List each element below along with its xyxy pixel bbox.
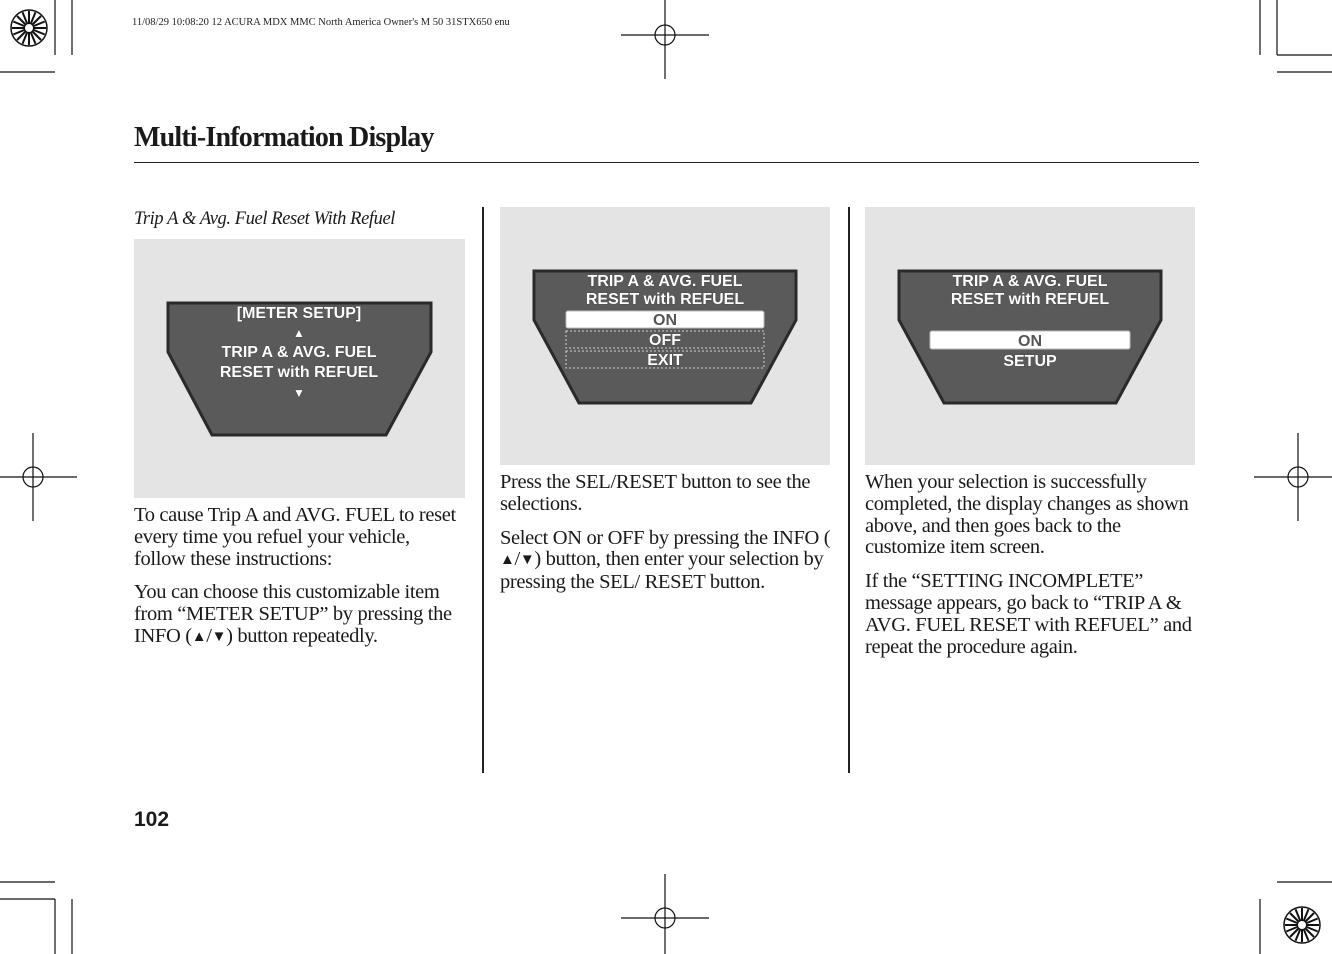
print-job-info: 11/08/29 10:08:20 12 ACURA MDX MMC North America Owner's M 50 31STX650 enu (132, 17, 510, 28)
lcd-option-off: OFF (649, 332, 681, 349)
lcd-screen-3 (865, 207, 1195, 465)
lcd-option-exit: EXIT (647, 352, 683, 369)
lcd-line-reset: RESET with REFUEL (950, 291, 1110, 308)
paragraph: To cause Trip A and AVG. FUEL to reset every time you refuel your vehicle, follow these instructions: (134, 504, 456, 570)
up-triangle-icon: ▲ (500, 552, 515, 569)
paragraph: If the “SETTING INCOMPLETE” message appears, go back to “TRIP A & AVG. FUEL RESET with REFUEL” and repeat the procedure again. (865, 570, 1192, 658)
lcd-line-reset: RESET with REFUEL (219, 364, 379, 381)
lcd-line-reset: RESET with REFUEL (585, 291, 745, 308)
paragraph-text: Select ON or OFF by pressing the INFO ( (500, 526, 831, 549)
lcd-line-trip: TRIP A & AVG. FUEL (952, 273, 1108, 290)
paragraph: Press the SEL/RESET button to see the selections. (500, 471, 811, 515)
up-triangle-icon: ▲ (191, 628, 207, 645)
lcd-down-arrow-icon: ▼ (293, 386, 305, 400)
column3-text (865, 472, 1205, 670)
lcd-option-setup: SETUP (1003, 353, 1057, 370)
lcd-option-on: ON (653, 312, 677, 329)
lcd-line-trip: TRIP A & AVG. FUEL (587, 273, 743, 290)
lcd-screen-1 (134, 239, 465, 498)
column2-text (500, 472, 835, 606)
column1-text (134, 505, 464, 661)
slash-text: / (514, 548, 520, 571)
paragraph (134, 582, 464, 648)
display-illustration-3 (865, 207, 1195, 465)
page-title: Multi-Information Display (134, 122, 434, 153)
paragraph-text: ) button repeatedly. (226, 624, 378, 647)
paragraph: When your selection is successfully completed, the display changes as shown above, and then goes back to the customize item screen. (865, 471, 1189, 559)
display-illustration-1 (134, 239, 465, 498)
slash-text: / (206, 624, 212, 647)
page-number: 102 (134, 808, 170, 831)
sunburst-mark-top-left (11, 10, 47, 46)
paragraph (500, 528, 835, 594)
display-illustration-2 (500, 207, 830, 465)
column-divider-1 (482, 207, 484, 773)
lcd-line-trip: TRIP A & AVG. FUEL (221, 344, 377, 361)
lcd-up-arrow-icon: ▲ (293, 326, 305, 340)
sunburst-mark-bottom-right (1284, 907, 1320, 943)
paragraph-text: You can choose this customizable item from “METER SETUP” by pressing the INFO ( (134, 581, 452, 647)
paragraph-text: ) button, then enter your selection by pressing the SEL/ RESET button. (500, 548, 824, 594)
lcd-line-meter-setup: [METER SETUP] (236, 305, 362, 322)
lcd-screen-2 (500, 207, 830, 465)
down-triangle-icon: ▼ (211, 628, 227, 645)
title-rule (134, 162, 1199, 163)
lcd-option-on: ON (1018, 333, 1042, 350)
figure-caption: Trip A & Avg. Fuel Reset With Refuel (134, 209, 396, 229)
down-triangle-icon: ▼ (519, 552, 535, 569)
column-divider-2 (848, 207, 850, 773)
